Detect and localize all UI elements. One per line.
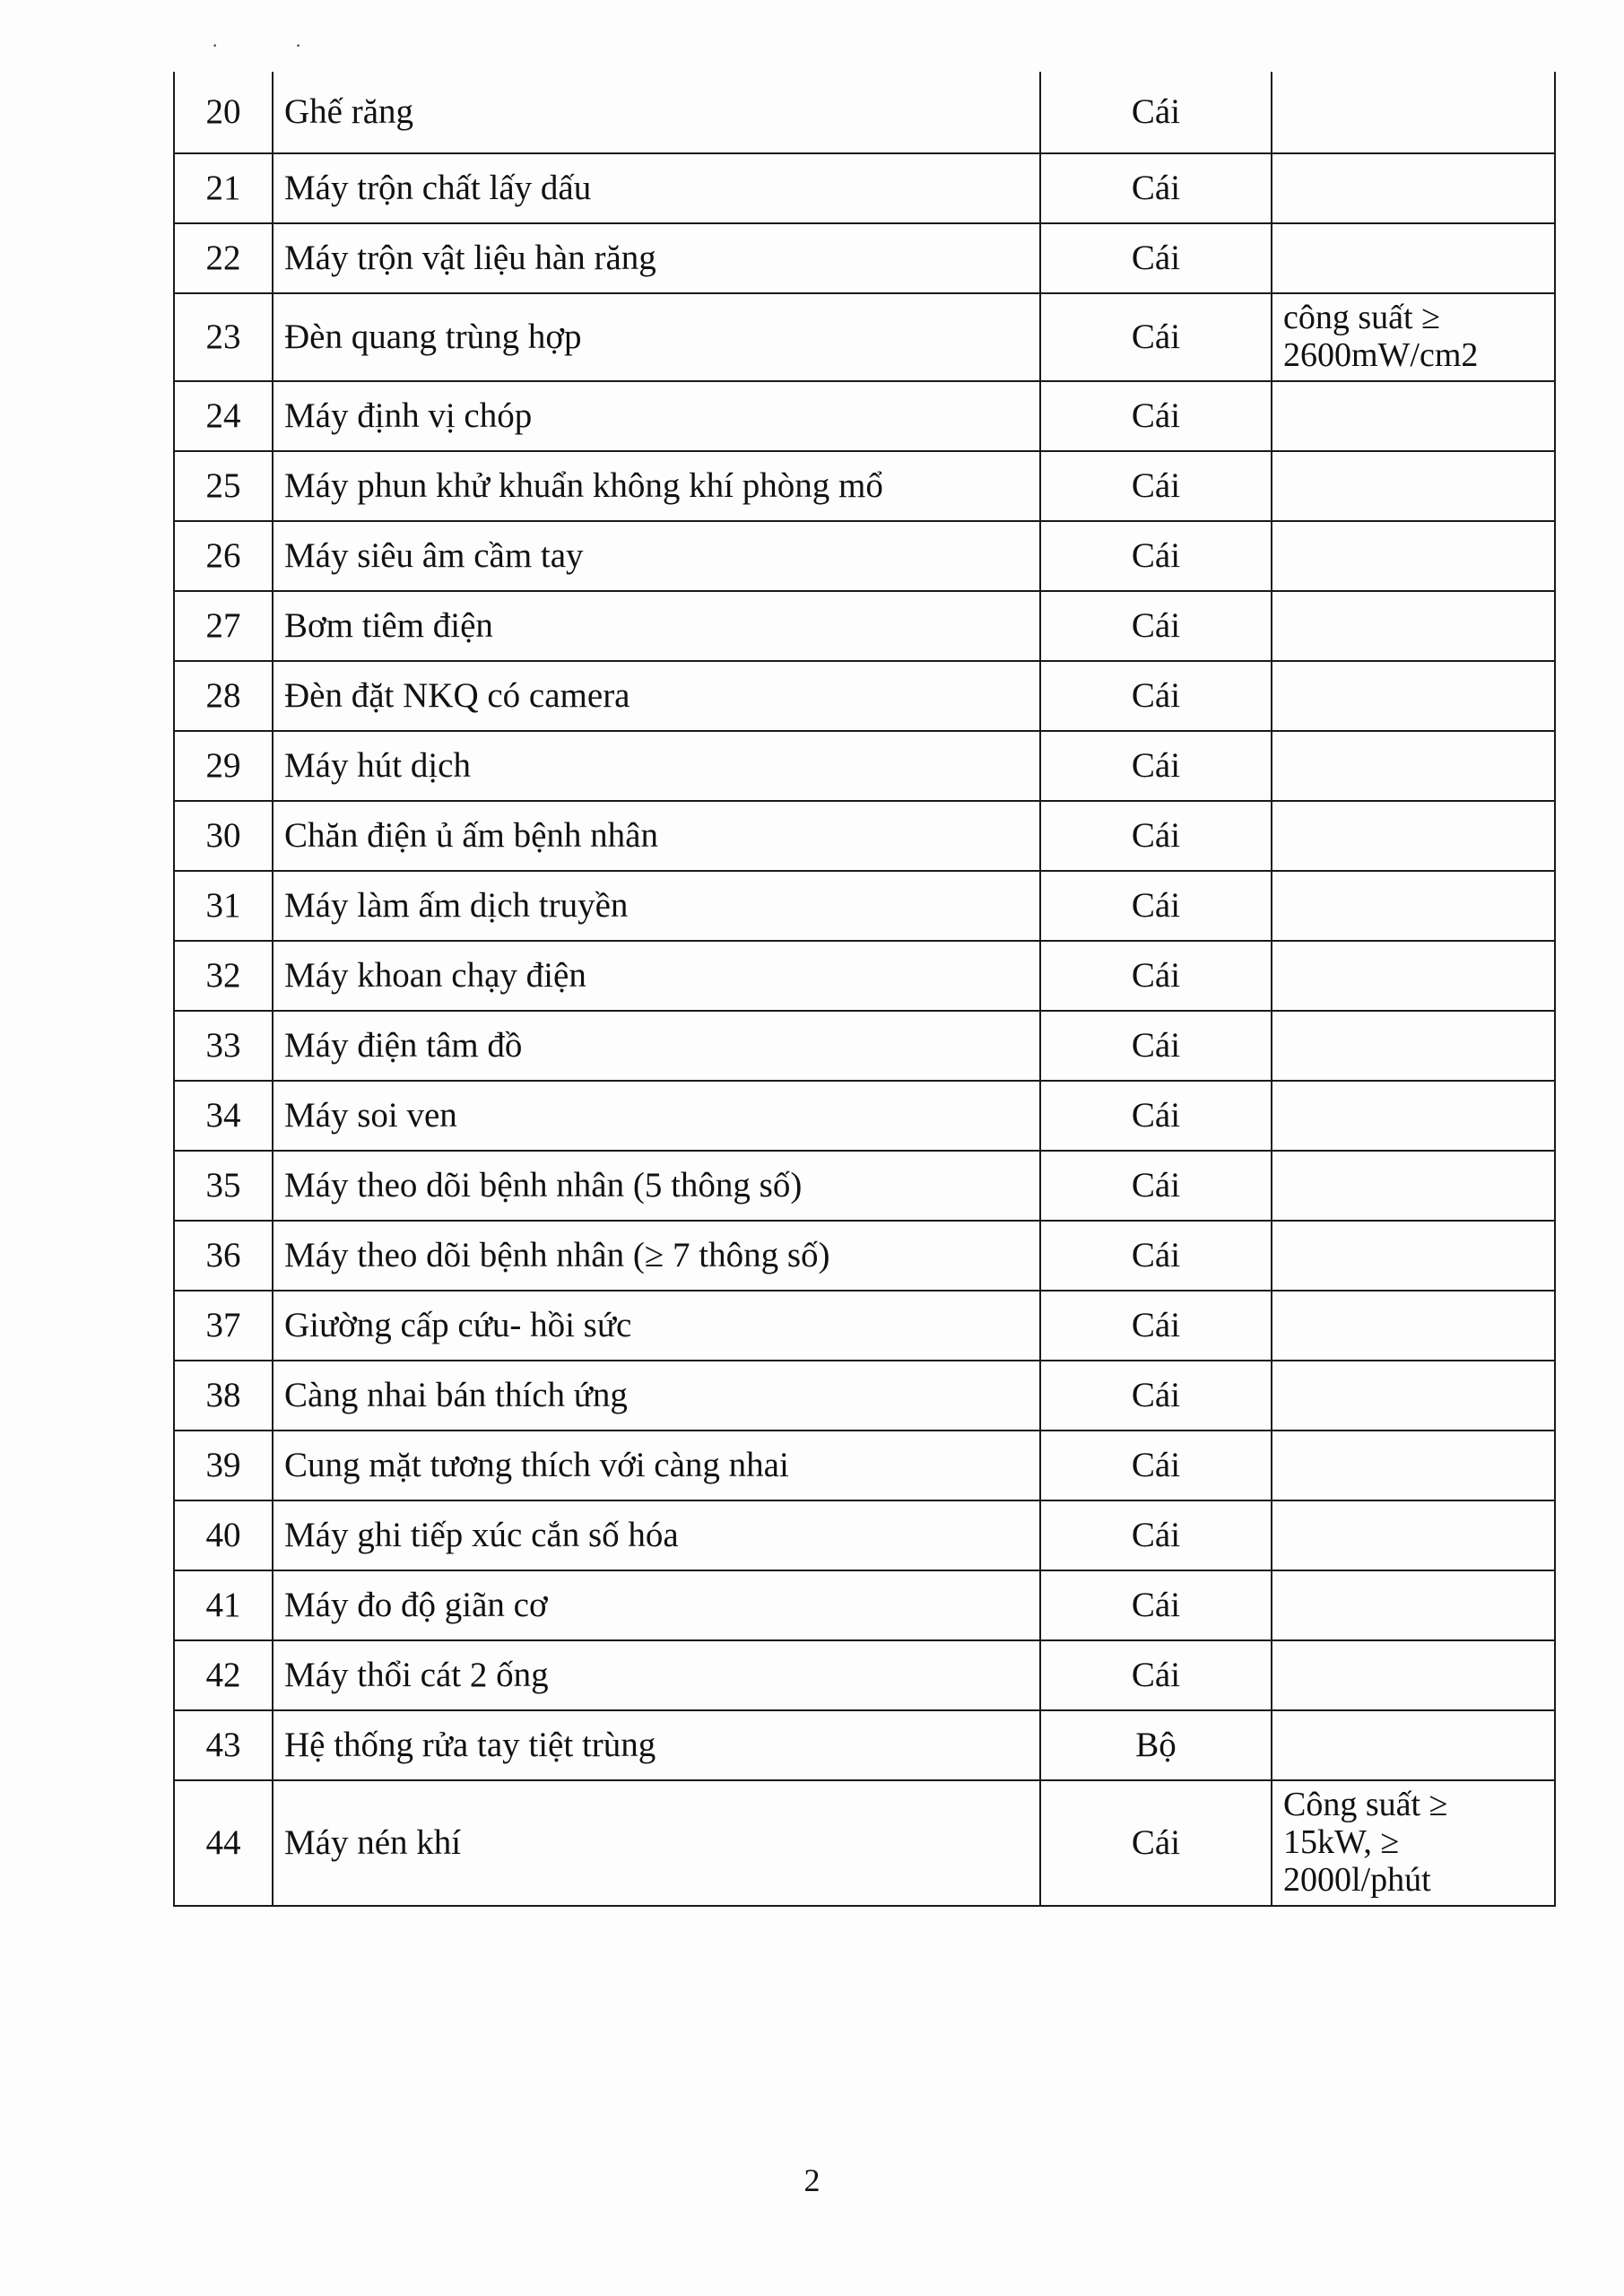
table-row — [174, 521, 1555, 591]
equipment-name: Chăn điện ủ ấm bệnh nhân — [273, 801, 1040, 871]
table-row — [174, 1151, 1555, 1221]
row-number: 33 — [174, 1011, 273, 1081]
equipment-name: Máy phun khử khuẩn không khí phòng mổ — [273, 451, 1040, 521]
note — [1272, 661, 1555, 731]
equipment-name: Máy siêu âm cầm tay — [273, 521, 1040, 591]
note — [1272, 731, 1555, 801]
equipment-name: Máy theo dõi bệnh nhân (≥ 7 thông số) — [273, 1221, 1040, 1291]
row-number: 21 — [174, 153, 273, 223]
note — [1272, 381, 1555, 451]
row-number: 36 — [174, 1221, 273, 1291]
equipment-name: Máy theo dõi bệnh nhân (5 thông số) — [273, 1151, 1040, 1221]
row-number: 38 — [174, 1361, 273, 1431]
note — [1272, 1151, 1555, 1221]
note — [1272, 223, 1555, 293]
row-number: 43 — [174, 1710, 273, 1780]
note — [1272, 871, 1555, 941]
table-row — [174, 1500, 1555, 1570]
equipment-name: Cung mặt tương thích với càng nhai — [273, 1431, 1040, 1500]
note: Công suất ≥ 15kW, ≥ 2000l/phút — [1272, 1780, 1555, 1906]
equipment-name: Đèn quang trùng hợp — [273, 293, 1040, 381]
equipment-name: Đèn đặt NKQ có camera — [273, 661, 1040, 731]
unit: Cái — [1040, 1500, 1272, 1570]
note — [1272, 1291, 1555, 1361]
unit: Cái — [1040, 1221, 1272, 1291]
table-row — [174, 731, 1555, 801]
unit: Cái — [1040, 72, 1272, 153]
equipment-table — [173, 72, 1556, 1907]
equipment-name: Máy nén khí — [273, 1780, 1040, 1906]
row-number: 35 — [174, 1151, 273, 1221]
table-row — [174, 293, 1555, 381]
unit: Cái — [1040, 1291, 1272, 1361]
note — [1272, 801, 1555, 871]
note — [1272, 451, 1555, 521]
unit: Cái — [1040, 941, 1272, 1011]
note — [1272, 1221, 1555, 1291]
equipment-name: Càng nhai bán thích ứng — [273, 1361, 1040, 1431]
row-number: 29 — [174, 731, 273, 801]
note — [1272, 1640, 1555, 1710]
equipment-name: Giường cấp cứu- hồi sức — [273, 1291, 1040, 1361]
row-number: 22 — [174, 223, 273, 293]
table-row — [174, 1570, 1555, 1640]
scan-artifact: · · — [212, 34, 338, 57]
note — [1272, 941, 1555, 1011]
row-number: 32 — [174, 941, 273, 1011]
note — [1272, 1361, 1555, 1431]
table-row — [174, 1291, 1555, 1361]
row-number: 25 — [174, 451, 273, 521]
equipment-name: Máy khoan chạy điện — [273, 941, 1040, 1011]
row-number: 42 — [174, 1640, 273, 1710]
unit: Cái — [1040, 591, 1272, 661]
row-number: 26 — [174, 521, 273, 591]
table-row — [174, 153, 1555, 223]
unit: Cái — [1040, 1081, 1272, 1151]
equipment-name: Máy đo độ giãn cơ — [273, 1570, 1040, 1640]
equipment-name: Máy định vị chóp — [273, 381, 1040, 451]
table-row — [174, 72, 1555, 153]
table-row — [174, 1011, 1555, 1081]
equipment-name: Hệ thống rửa tay tiệt trùng — [273, 1710, 1040, 1780]
unit: Cái — [1040, 381, 1272, 451]
table-row — [174, 1361, 1555, 1431]
row-number: 41 — [174, 1570, 273, 1640]
table-row — [174, 1710, 1555, 1780]
row-number: 28 — [174, 661, 273, 731]
equipment-name: Máy điện tâm đồ — [273, 1011, 1040, 1081]
row-number: 39 — [174, 1431, 273, 1500]
unit: Bộ — [1040, 1710, 1272, 1780]
note — [1272, 153, 1555, 223]
table-row — [174, 223, 1555, 293]
row-number: 24 — [174, 381, 273, 451]
note — [1272, 1570, 1555, 1640]
equipment-name: Bơm tiêm điện — [273, 591, 1040, 661]
equipment-name: Máy hút dịch — [273, 731, 1040, 801]
row-number: 27 — [174, 591, 273, 661]
unit: Cái — [1040, 871, 1272, 941]
note — [1272, 591, 1555, 661]
row-number: 37 — [174, 1291, 273, 1361]
unit: Cái — [1040, 521, 1272, 591]
unit: Cái — [1040, 1640, 1272, 1710]
equipment-name: Máy trộn chất lấy dấu — [273, 153, 1040, 223]
unit: Cái — [1040, 801, 1272, 871]
note — [1272, 72, 1555, 153]
row-number: 34 — [174, 1081, 273, 1151]
row-number: 44 — [174, 1780, 273, 1906]
equipment-name: Máy ghi tiếp xúc cắn số hóa — [273, 1500, 1040, 1570]
table-row — [174, 1221, 1555, 1291]
table-row — [174, 941, 1555, 1011]
table-row — [174, 1081, 1555, 1151]
unit: Cái — [1040, 1011, 1272, 1081]
unit: Cái — [1040, 1780, 1272, 1906]
unit: Cái — [1040, 731, 1272, 801]
unit: Cái — [1040, 153, 1272, 223]
equipment-name: Máy trộn vật liệu hàn răng — [273, 223, 1040, 293]
unit: Cái — [1040, 1570, 1272, 1640]
table-row — [174, 1780, 1555, 1906]
table-row — [174, 591, 1555, 661]
unit: Cái — [1040, 1361, 1272, 1431]
row-number: 23 — [174, 293, 273, 381]
note — [1272, 1500, 1555, 1570]
unit: Cái — [1040, 451, 1272, 521]
table-row — [174, 451, 1555, 521]
unit: Cái — [1040, 223, 1272, 293]
table-row — [174, 1431, 1555, 1500]
row-number: 31 — [174, 871, 273, 941]
note — [1272, 1710, 1555, 1780]
page-number: 2 — [803, 2162, 821, 2198]
row-number: 30 — [174, 801, 273, 871]
unit: Cái — [1040, 293, 1272, 381]
equipment-name: Ghế răng — [273, 72, 1040, 153]
row-number: 20 — [174, 72, 273, 153]
equipment-name: Máy thổi cát 2 ống — [273, 1640, 1040, 1710]
note — [1272, 1011, 1555, 1081]
note: công suất ≥ 2600mW/cm2 — [1272, 293, 1555, 381]
equipment-name: Máy soi ven — [273, 1081, 1040, 1151]
note — [1272, 521, 1555, 591]
equipment-name: Máy làm ấm dịch truyền — [273, 871, 1040, 941]
table-row — [174, 801, 1555, 871]
note — [1272, 1081, 1555, 1151]
row-number: 40 — [174, 1500, 273, 1570]
table-row — [174, 871, 1555, 941]
table-row — [174, 381, 1555, 451]
unit: Cái — [1040, 661, 1272, 731]
table-row — [174, 661, 1555, 731]
unit: Cái — [1040, 1151, 1272, 1221]
unit: Cái — [1040, 1431, 1272, 1500]
table-row — [174, 1640, 1555, 1710]
equipment-table-body — [174, 72, 1555, 1906]
note — [1272, 1431, 1555, 1500]
